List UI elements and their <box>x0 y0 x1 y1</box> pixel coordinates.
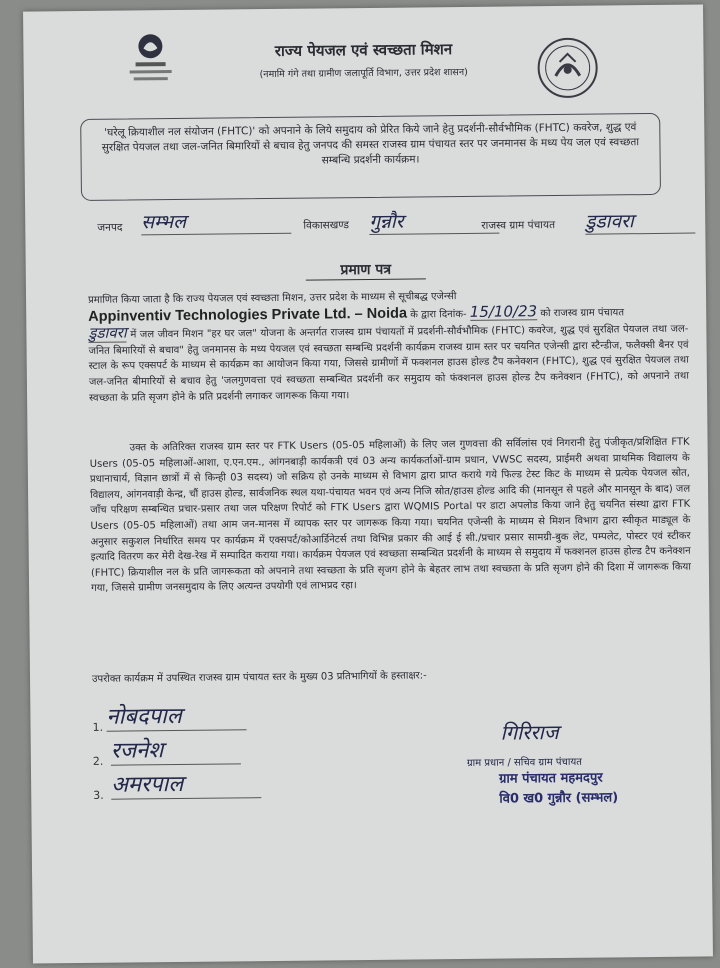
document-page: राज्य पेयजल एवं स्वच्छता मिशन (नमामि गंगे तथा ग्रामीण जलापूर्ति विभाग, उत्तर प्रदेश शासन) 'घरेलू क्रियाशील नल संयोजन (FHTC)' को अपनाने के लिये समुदाय को प्रेरित किये जाने हेतु प्रदर्शनी-सौर्वभौमिक (FHTC) कवरेज, शुद्ध एवं सुरक्षित पेयजल तथा जल-जनित बिमारियों से बचाव हेतु जनपद की समस्त राजस्व ग्राम पंचायत स्तर पर जनमानस के मध्य पेय जल एवं स्वच्छता सम्बन्धि प्रदर्शनी कार्यक्रम। जनपद सम्भल विकासखण्ड गुन्नौर राजस्व ग्राम पंचायत डुडावरा प्रमाण पत्र प्रमाणित किया जाता है कि राज्य पेयजल एवं स्वच्छता मिशन, उत्तर प्रदेश के माध्यम से सूचीबद्ध एजेन्सी Appinventiv Technologies Private Ltd. – Noida के द्वारा दिनांक- 15/10/23 को राजस्व ग्राम पंचायत डुडावरा में जल जीवन मिशन "हर घर जल" योजना के अन्तर्गत राजस्व ग्राम पंचायतों में प्रदर्शनी-सौर्वभौमिक (FHTC) कवरेज, शुद्ध एवं सुरक्षित पेयजल तथा जल-जनित बिमारियों से बचाव" हेतु जनमानस के मध्य पेयजल एवं स्वच्छता सम्बन्धि प्रदर्शनी कार्यक्रम राजस्व ग्राम स्तर पर चयनित एजेन्सी द्वारा स्टैन्डीज, फलैक्सी बैनर एवं स्टाल के रूप एक्सपर्ट के माध्यम से कार्यक्रम का आयोजन किया गया, जिससे ग्रामीणों में फक्शनल हाउस होल्ड टैप कनेक्शन (FHTC), शुद्ध एवं सुरक्षित पेयजल तथा जल-जनित बीमारियों से बचाव हेतु 'जलगुणवत्ता एवं स्वच्छता सम्बन्धित प्रदर्शनी कर समुदाय को फंक्शनल हाउस होल्ड टैप कनेक्शन (FHTC), को अपनाने तथा स्वच्छता के प्रति सृजग होने के प्रति प्रदर्शनी लगाकर जागरूक किया गया। उक्त के अतिरिक्त राजस्व ग्राम स्तर पर FTK Users (05-05 महिलाओं) के लिए जल गुणवत्ता की सर्विलांस एवं निगरानी हेतु पंजीकृत/प्रशिक्षित FTK Users (05-05 महिलाओं-आशा, ए.एन.एम., आंगनबाड़ी कार्यकत्री एवं 03 अन्य कार्यकर्ताओं-ग्राम प्रधान, VWSC सदस्य, प्राईमरी अथवा प्राथमिक विद्यालय के प्रधानाचार्य, विज्ञान छात्रों में से किन्ही 03 सदस्य) जो सक्रिय हो उनके माध्यम से विभाग द्वारा प्राप्त कराये गये फिल्ड टेस्ट किट के माध्यम से प्रत्येक पेयजल स्रोत, विद्यालय, आंगनवाड़ी केन्द्र, चौं हाउस होल्ड, सार्वजनिक स्थल यथा-पंचायत भवन एवं अन्य निजि स्रोत/हाउस होल्ड आदि की (मानसून से पहले और मानसून के बाद) जल जाँच परिक्षण सम्बन्धित प्रचार-प्रसार तथा जल परिक्षण रिपोर्ट को FTK Users द्वारा WQMIS Portal पर डाटा अपलोड किया जाने हेतु चयनित संस्था द्वारा FTK Users (05-05 महिलाओं) तथा आम जन-मानस में व्यापक स्तर पर जागरूक किया गया। चयनित एजेन्सी के माध्यम से मिशन विभाग द्वारा स्वीकृत माड्यूल के अनुसार सकुशल निर्धारित समय पर कार्यक्रम में एक्सपर्ट/कोआर्डिनेटर्स तथा विभिन्न प्रकार की आई ई सी./प्रचार प्रसार सामग्री-बुक लेट, पम्पलेट, पोस्टर एवं स्टीकर इत्यादि वितरण कर मेरी देख-रेख में सम्पादित कराया गया। कार्यक्रम पेयजल एवं स्वच्छता सम्बन्धित प्रदर्शनी के माध्यम से समुदाय में फक्शनल हाउस होल्ड टैप कनेक्शन (FHTC) क्रियाशील नल के प्रति जागरूकता को अपनाने तथा स्वच्छता के प्रति सृजग होने के बेहतर लाभ तथा स्वच्छता के प्रति सृजग होने की दिशा में जागरूक किया गया, जिससे ग्रामीण जनसमुदाय के लिए अत्यन्त उपयोगी एवं लाभप्रद रहा। उपरोक्त कार्यक्रम में उपस्थित राजस्व ग्राम पंचायत स्तर के मुख्य 03 प्रतिभागियों के हस्ताक्षर:- 1. नोबदपाल 2. रजनेश 3. अमरपाल गिरिराज ग्राम प्रधान / सचिव ग्राम पंचायत ग्राम पंचायत महमदपुर वि0 ख0 गुन्नौर (सम्भल) <box>23 4 713 963</box>
panchayat-label: राजस्व ग्राम पंचायत <box>481 219 556 232</box>
participant-2-number: 2. <box>92 754 104 768</box>
p1-rest: में जल जीवन मिशन "हर घर जल" योजना के अन्तर्गत राजस्व ग्राम पंचायतों में प्रदर्शनी-सौर्वभौमिक (FHTC) कवरेज, शुद्ध एवं सुरक्षित पेयजल तथा जल-जनित बिमारियों से बचाव" हेतु जनमानस के मध्य पेयजल एवं स्वच्छता सम्बन्धि प्रदर्शनी कार्यक्रम राजस्व ग्राम स्तर पर चयनित एजेन्सी द्वारा स्टैन्डीज, फलैक्सी बैनर एवं स्टाल के रूप एक्सपर्ट के माध्यम से कार्यक्रम का आयोजन किया गया, जिससे ग्रामीणों में फक्शनल हाउस होल्ड टैप कनेक्शन (FHTC), शुद्ध एवं सुरक्षित पेयजल तथा जल-जनित बीमारियों से बचाव हेतु 'जलगुणवत्ता एवं स्वच्छता सम्बन्धित प्रदर्शनी कर समुदाय को फंक्शनल हाउस होल्ड टैप कनेक्शन (FHTC), को अपनाने तथा स्वच्छता के प्रति सृजग होने के प्रति प्रदर्शनी लगाकर जागरूक किया गया। <box>88 323 689 404</box>
village-name: डुडावरा <box>88 323 127 343</box>
paragraph-1 <box>88 287 689 406</box>
header-subtitle: (नमामि गंगे तथा ग्रामीण जलापूर्ति विभाग, उत्तर प्रदेश शासन) <box>259 66 468 81</box>
district-label: जनपद <box>97 221 123 234</box>
p1-after-company: के द्वारा दिनांक- <box>410 308 467 321</box>
participant-1-signature: नोबदपाल <box>106 699 246 731</box>
up-govt-emblem <box>535 36 600 101</box>
participant-3-signature: अमरपाल <box>111 767 261 800</box>
header-title: राज्य पेयजल एवं स्वच्छता मिशन <box>274 40 453 60</box>
location-fields <box>97 202 717 242</box>
paragraph-2: उक्त के अतिरिक्त राजस्व ग्राम स्तर पर FTK Users (05-05 महिलाओं) के लिए जल गुणवत्ता की सर्विलांस एवं निगरानी हेतु पंजीकृत/प्रशिक्षित FTK Users (05-05 महिलाओं-आशा, ए.एन.एम., आंगनबाड़ी कार्यकत्री एवं 03 अन्य कार्यकर्ताओं-ग्राम प्रधान, VWSC सदस्य, प्राईमरी अथवा प्राथमिक विद्यालय के प्रधानाचार्य, विज्ञान छात्रों में से किन्ही 03 सदस्य) जो सक्रिय हो उनके माध्यम से विभाग द्वारा प्राप्त कराये गये फिल्ड टेस्ट किट के माध्यम से प्रत्येक पेयजल स्रोत, विद्यालय, आंगनवाड़ी केन्द्र, चौं हाउस होल्ड, सार्वजनिक स्थल यथा-पंचायत भवन एवं अन्य निजि स्रोत/हाउस होल्ड आदि की (मानसून से पहले और मानसून के बाद) जल जाँच परिक्षण सम्बन्धित प्रचार-प्रसार तथा जल परिक्षण रिपोर्ट को FTK Users द्वारा WQMIS Portal पर डाटा अपलोड किया जाने हेतु चयनित संस्था द्वारा FTK Users (05-05 महिलाओं) तथा आम जन-मानस में व्यापक स्तर पर जागरूक किया गया। चयनित एजेन्सी के माध्यम से मिशन विभाग द्वारा स्वीकृत माड्यूल के अनुसार सकुशल निर्धारित समय पर कार्यक्रम में एक्सपर्ट/कोआर्डिनेटर्स तथा विभिन्न प्रकार की आई ई सी./प्रचार प्रसार सामग्री-बुक लेट, पम्पलेट, पोस्टर एवं स्टीकर इत्यादि वितरण कर मेरी देख-रेख में सम्पादित कराया गया। कार्यक्रम पेयजल एवं स्वच्छता सम्बन्धित प्रदर्शनी के माध्यम से समुदाय में फक्शनल हाउस होल्ड टैप कनेक्शन (FHTC) क्रियाशील नल के प्रति जागरूकता को अपनाने तथा स्वच्छता के प्रति सृजग होने के बेहतर लाभ तथा स्वच्छता के प्रति सृजग होने की दिशा में जागरूक किया गया, जिससे ग्रामीण जनसमुदाय के लिए अत्यन्त उपयोगी एवं लाभप्रद रहा। <box>89 436 691 595</box>
program-date: 15/10/23 <box>469 301 538 321</box>
certificate-title: प्रमाण पत्र <box>306 259 426 280</box>
participant-2-signature: रजनेश <box>111 733 241 765</box>
district-value: सम्भल <box>141 207 291 236</box>
participant-3-number: 3. <box>93 788 104 802</box>
stamp-block: वि0 ख0 गुन्नौर (सम्भल) <box>499 790 619 807</box>
participant-1-number: 1. <box>92 720 104 734</box>
program-description: 'घरेलू क्रियाशील नल संयोजन (FHTC)' को अपनाने के लिये समुदाय को प्रेरित किये जाने हेतु प्रदर्शनी-सौर्वभौमिक (FHTC) कवरेज, शुद्ध एवं सुरक्षित पेयजल तथा जल-जनित बिमारियों से बचाव हेतु जनपद की समस्त राजस्व ग्राम पंचायत स्तर पर जनमानस के मध्य पेय जल एवं स्वच्छता सम्बन्धि प्रदर्शनी कार्यक्रम। <box>101 121 640 167</box>
block-label: विकासखण्ड <box>303 219 349 232</box>
stamp-panchayat: ग्राम पंचायत महमदपुर <box>499 770 603 787</box>
block-value: गुन्नौर <box>369 207 499 235</box>
agency-name: Appinventiv Technologies Private Ltd. – Noida <box>88 305 408 325</box>
panchayat-value: डुडावरा <box>585 207 695 235</box>
signatory-designation: ग्राम प्रधान / सचिव ग्राम पंचायत <box>466 756 583 769</box>
p1-intro: प्रमाणित किया जाता है कि राज्य पेयजल एवं स्वच्छता मिशन, उत्तर प्रदेश के माध्यम से सूचीबद्ध एजेन्सी <box>88 291 457 306</box>
participants-intro: उपरोक्त कार्यक्रम में उपस्थित राजस्व ग्राम पंचायत स्तर के मुख्य 03 प्रतिभागियों के हस्ताक्षर:- <box>91 670 427 685</box>
p1-after-date: को राजस्व ग्राम पंचायत <box>540 306 625 319</box>
program-description-box <box>80 113 661 201</box>
